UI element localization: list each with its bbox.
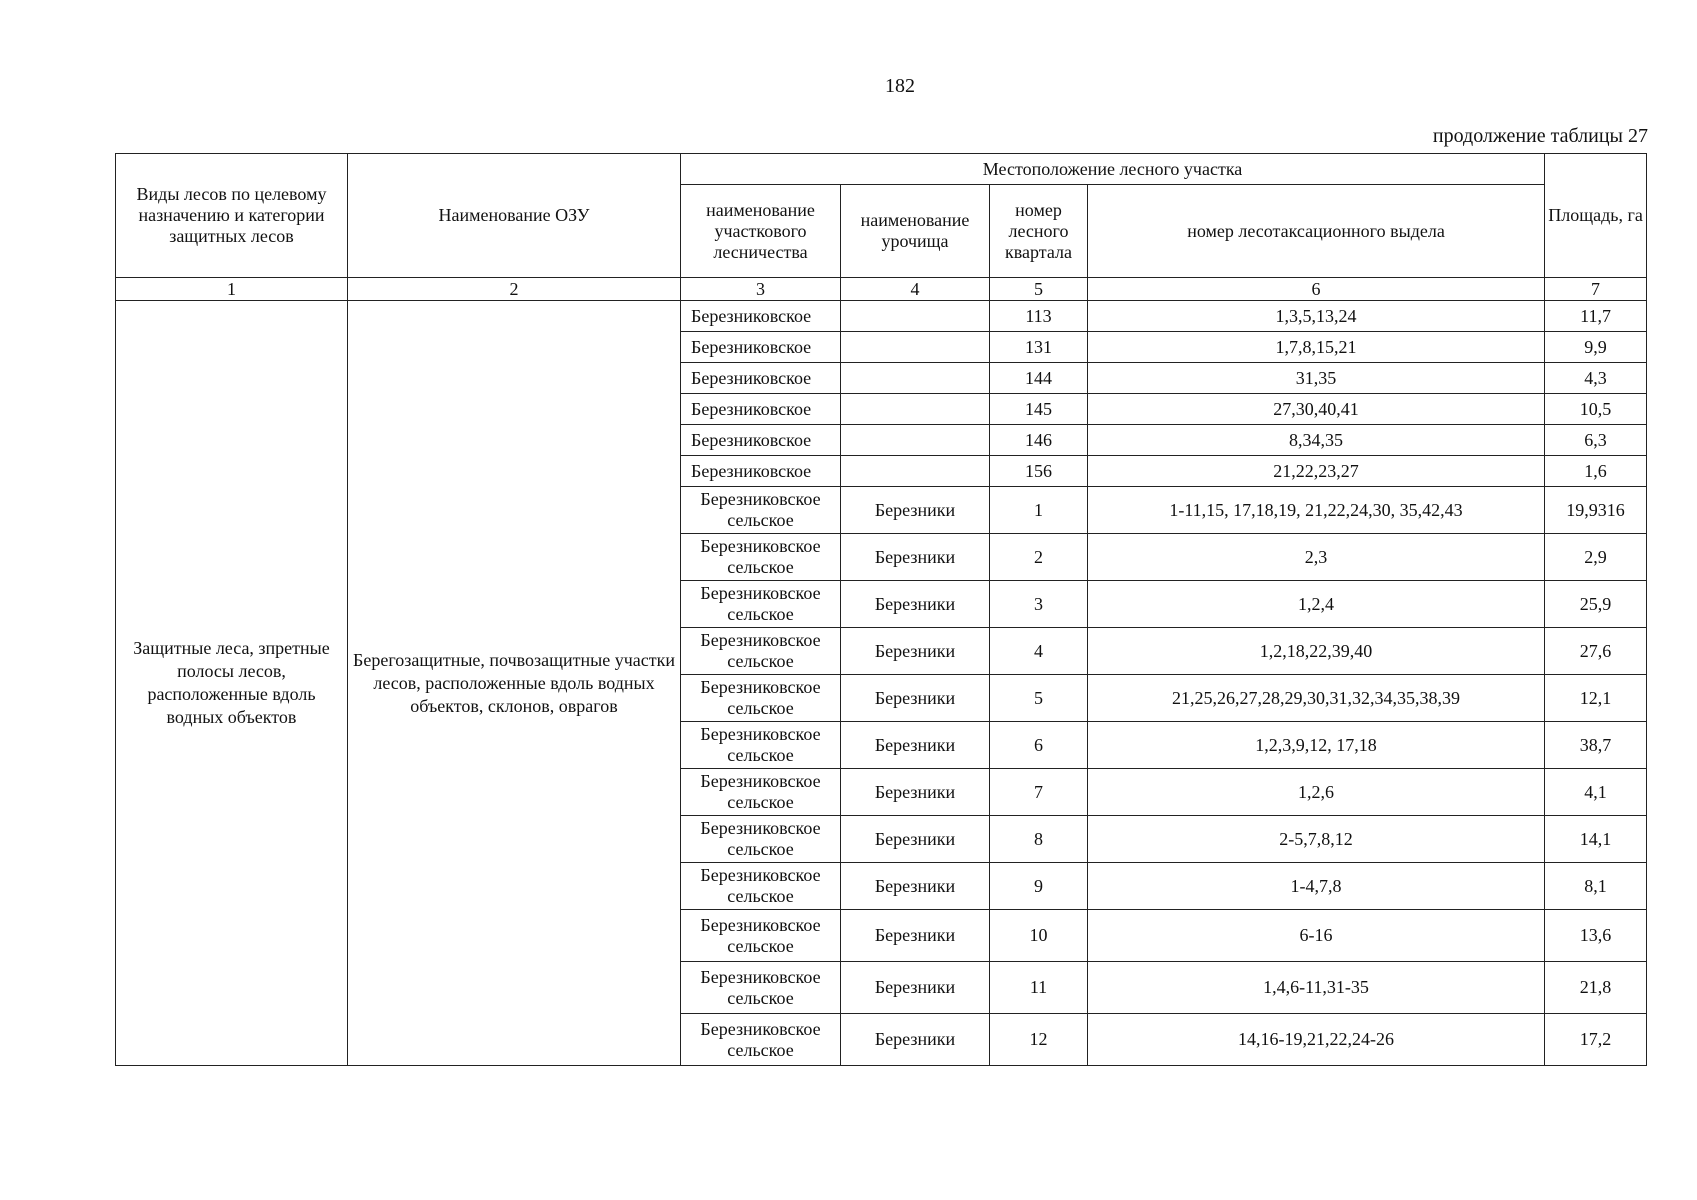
allotment-cell: 6-16 xyxy=(1088,910,1545,962)
area-cell: 12,1 xyxy=(1545,675,1647,722)
header-location-group: Местоположение лесного участка xyxy=(681,154,1545,185)
ozu-name-cell: Берегозащитные, почвозащитные участки лесов, расположенные вдоль водных объектов, склонов, оврагов xyxy=(348,301,681,1066)
area-cell: 10,5 xyxy=(1545,394,1647,425)
allotment-cell: 1,2,18,22,39,40 xyxy=(1088,628,1545,675)
tract-cell: Березники xyxy=(841,816,990,863)
quarter-cell: 145 xyxy=(990,394,1088,425)
column-number: 3 xyxy=(681,278,841,301)
area-cell: 21,8 xyxy=(1545,962,1647,1014)
quarter-cell: 4 xyxy=(990,628,1088,675)
header-forest-type: Виды лесов по целевому назначению и категории защитных лесов xyxy=(116,154,348,278)
tract-cell: Березники xyxy=(841,675,990,722)
forestry-district-cell: Березниковское сельское xyxy=(681,816,841,863)
tract-cell: Березники xyxy=(841,962,990,1014)
header-allotment: номер лесотаксационного выдела xyxy=(1088,185,1545,278)
forestry-district-cell: Березниковское xyxy=(681,456,841,487)
quarter-cell: 12 xyxy=(990,1014,1088,1066)
column-number: 6 xyxy=(1088,278,1545,301)
area-cell: 1,6 xyxy=(1545,456,1647,487)
tract-cell xyxy=(841,394,990,425)
area-cell: 2,9 xyxy=(1545,534,1647,581)
forestry-district-cell: Березниковское xyxy=(681,394,841,425)
allotment-cell: 1,2,3,9,12, 17,18 xyxy=(1088,722,1545,769)
tract-cell: Березники xyxy=(841,581,990,628)
forestry-district-cell: Березниковское сельское xyxy=(681,910,841,962)
forestry-district-cell: Березниковское сельское xyxy=(681,962,841,1014)
tract-cell xyxy=(841,301,990,332)
tract-cell xyxy=(841,456,990,487)
quarter-cell: 1 xyxy=(990,487,1088,534)
forestry-district-cell: Березниковское сельское xyxy=(681,1014,841,1066)
header-forestry-district: наименование участкового лесничества xyxy=(681,185,841,278)
quarter-cell: 144 xyxy=(990,363,1088,394)
tract-cell: Березники xyxy=(841,863,990,910)
area-cell: 25,9 xyxy=(1545,581,1647,628)
area-cell: 6,3 xyxy=(1545,425,1647,456)
allotment-cell: 8,34,35 xyxy=(1088,425,1545,456)
header-ozu-name: Наименование ОЗУ xyxy=(348,154,681,278)
quarter-cell: 11 xyxy=(990,962,1088,1014)
area-cell: 4,1 xyxy=(1545,769,1647,816)
area-cell: 38,7 xyxy=(1545,722,1647,769)
tract-cell: Березники xyxy=(841,769,990,816)
forestry-district-cell: Березниковское сельское xyxy=(681,487,841,534)
tract-cell: Березники xyxy=(841,910,990,962)
area-cell: 4,3 xyxy=(1545,363,1647,394)
column-number: 7 xyxy=(1545,278,1647,301)
column-number: 5 xyxy=(990,278,1088,301)
forestry-district-cell: Березниковское сельское xyxy=(681,769,841,816)
quarter-cell: 156 xyxy=(990,456,1088,487)
quarter-cell: 10 xyxy=(990,910,1088,962)
tract-cell: Березники xyxy=(841,722,990,769)
area-cell: 11,7 xyxy=(1545,301,1647,332)
area-cell: 19,9316 xyxy=(1545,487,1647,534)
forestry-district-cell: Березниковское сельское xyxy=(681,581,841,628)
forestry-district-cell: Березниковское xyxy=(681,332,841,363)
column-number: 4 xyxy=(841,278,990,301)
allotment-cell: 1,2,4 xyxy=(1088,581,1545,628)
column-number-row xyxy=(116,278,1647,301)
area-cell: 17,2 xyxy=(1545,1014,1647,1066)
area-cell: 13,6 xyxy=(1545,910,1647,962)
forestry-district-cell: Березниковское сельское xyxy=(681,722,841,769)
forest-type-cell: Защитные леса, зпретные полосы лесов, расположенные вдоль водных объектов xyxy=(116,301,348,1066)
allotment-cell: 21,22,23,27 xyxy=(1088,456,1545,487)
table-row xyxy=(116,301,1647,332)
tract-cell: Березники xyxy=(841,534,990,581)
allotment-cell: 14,16-19,21,22,24-26 xyxy=(1088,1014,1545,1066)
allotment-cell: 1,4,6-11,31-35 xyxy=(1088,962,1545,1014)
header-quarter: номер лесного квартала xyxy=(990,185,1088,278)
column-number: 1 xyxy=(116,278,348,301)
quarter-cell: 113 xyxy=(990,301,1088,332)
forestry-district-cell: Березниковское xyxy=(681,301,841,332)
forestry-district-cell: Березниковское сельское xyxy=(681,675,841,722)
quarter-cell: 9 xyxy=(990,863,1088,910)
allotment-cell: 27,30,40,41 xyxy=(1088,394,1545,425)
area-cell: 8,1 xyxy=(1545,863,1647,910)
header-area: Площадь, га xyxy=(1545,154,1647,278)
forestry-district-cell: Березниковское сельское xyxy=(681,628,841,675)
forestry-district-cell: Березниковское xyxy=(681,425,841,456)
forestry-district-cell: Березниковское сельское xyxy=(681,534,841,581)
allotment-cell: 2,3 xyxy=(1088,534,1545,581)
allotment-cell: 31,35 xyxy=(1088,363,1545,394)
page-number: 182 xyxy=(885,75,915,97)
allotment-cell: 21,25,26,27,28,29,30,31,32,34,35,38,39 xyxy=(1088,675,1545,722)
quarter-cell: 2 xyxy=(990,534,1088,581)
forestry-district-cell: Березниковское сельское xyxy=(681,863,841,910)
continuation-label: продолжение таблицы 27 xyxy=(1432,125,1648,147)
allotment-cell: 1,7,8,15,21 xyxy=(1088,332,1545,363)
area-cell: 14,1 xyxy=(1545,816,1647,863)
allotment-cell: 1-4,7,8 xyxy=(1088,863,1545,910)
allotment-cell: 1-11,15, 17,18,19, 21,22,24,30, 35,42,43 xyxy=(1088,487,1545,534)
tract-cell: Березники xyxy=(841,487,990,534)
allotment-cell: 2-5,7,8,12 xyxy=(1088,816,1545,863)
allotment-cell: 1,2,6 xyxy=(1088,769,1545,816)
area-cell: 27,6 xyxy=(1545,628,1647,675)
tract-cell: Березники xyxy=(841,1014,990,1066)
tract-cell: Березники xyxy=(841,628,990,675)
quarter-cell: 5 xyxy=(990,675,1088,722)
forest-table xyxy=(115,153,1647,1066)
tract-cell xyxy=(841,332,990,363)
tract-cell xyxy=(841,363,990,394)
allotment-cell: 1,3,5,13,24 xyxy=(1088,301,1545,332)
column-number: 2 xyxy=(348,278,681,301)
area-cell: 9,9 xyxy=(1545,332,1647,363)
quarter-cell: 8 xyxy=(990,816,1088,863)
quarter-cell: 7 xyxy=(990,769,1088,816)
tract-cell xyxy=(841,425,990,456)
forestry-district-cell: Березниковское xyxy=(681,363,841,394)
quarter-cell: 131 xyxy=(990,332,1088,363)
quarter-cell: 6 xyxy=(990,722,1088,769)
header-tract: наименование урочища xyxy=(841,185,990,278)
quarter-cell: 146 xyxy=(990,425,1088,456)
quarter-cell: 3 xyxy=(990,581,1088,628)
